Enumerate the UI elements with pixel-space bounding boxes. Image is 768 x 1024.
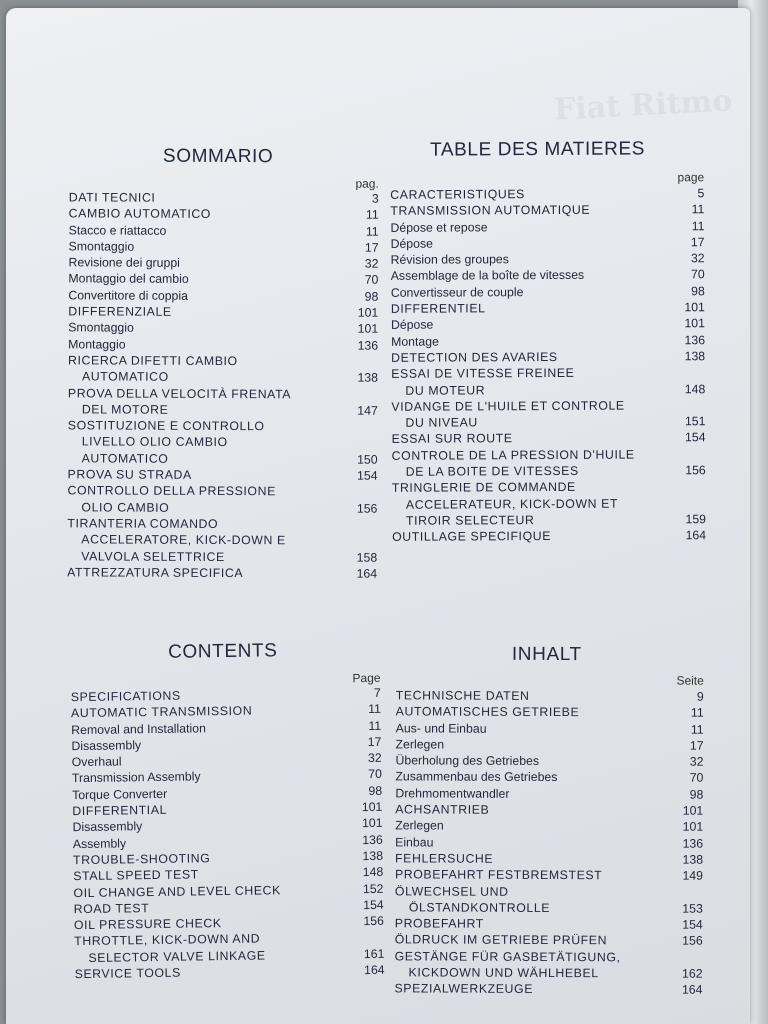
toc-list — [67, 189, 379, 581]
page-column-header: page — [677, 170, 705, 185]
toc-entry-page: 98 — [368, 783, 383, 798]
toc-entry — [395, 801, 703, 819]
toc-entry — [68, 450, 378, 468]
toc-entry-page: 156 — [363, 913, 385, 929]
toc-entry-page: 17 — [690, 235, 705, 250]
toc-entry — [68, 287, 378, 305]
toc-entry-label: VIDANGE DE L'HUILE ET CONTROLE — [391, 398, 625, 414]
toc-entry-page: 154 — [682, 917, 703, 932]
toc-entry — [392, 495, 706, 513]
toc-entry — [395, 964, 703, 982]
toc-entry — [395, 769, 703, 787]
toc-entry-label: PROBEFAHRT FESTBREMSTEST — [394, 867, 603, 883]
toc-entry-label: Zusammenbau des Getriebes — [395, 769, 558, 785]
toc-entry-page: 150 — [357, 452, 378, 467]
toc-entry-page: 70 — [364, 273, 379, 288]
toc-entry-label: Revisione dei gruppi — [68, 255, 180, 270]
toc-entry — [391, 413, 705, 431]
toc-entry-page: 156 — [685, 463, 706, 478]
toc-entry-label: Dépose — [390, 317, 434, 333]
toc-entry — [68, 320, 378, 338]
toc-entry-page: 17 — [689, 738, 704, 753]
toc-entry-label: Smontaggio — [68, 239, 135, 254]
toc-entry-page: 11 — [365, 207, 379, 222]
toc-entry-page: 3 — [371, 191, 379, 206]
toc-entry-label: ATTREZZATURA SPECIFICA — [67, 565, 244, 580]
toc-entry-label: RICERCA DIFETTI CAMBIO — [68, 353, 238, 369]
toc-entry-label: ROAD TEST — [73, 900, 150, 916]
toc-entry — [395, 932, 703, 950]
toc-entry-page: 98 — [691, 283, 705, 299]
page-column-header: Seite — [676, 673, 704, 688]
toc-entry — [391, 381, 705, 399]
toc-entry-page: 147 — [357, 403, 378, 418]
toc-entry — [392, 430, 706, 448]
toc-entry-label: LIVELLO OLIO CAMBIO — [81, 434, 228, 450]
section-table-des-matieres — [390, 138, 707, 545]
toc-entry-page: 138 — [684, 349, 706, 364]
toc-entry — [68, 303, 378, 321]
toc-entry-label: Disassembly — [72, 819, 143, 835]
toc-entry-page: 101 — [684, 300, 705, 315]
toc-entry-page: 70 — [689, 771, 704, 786]
toc-entry-label: OIL PRESSURE CHECK — [73, 916, 222, 933]
toc-entry-label: DIFFERENTIAL — [72, 802, 168, 819]
toc-entry-label: VALVOLA SELETTRICE — [81, 548, 225, 564]
toc-entry-label: ÖLSTANDKONTROLLE — [408, 900, 551, 915]
toc-entry — [395, 883, 703, 901]
toc-entry-page: 158 — [356, 550, 378, 565]
toc-entry-label: Einbau — [395, 834, 434, 850]
toc-entry-label: CARACTERISTIQUES — [390, 187, 525, 202]
toc-entry — [395, 818, 703, 836]
toc-entry — [391, 250, 705, 268]
toc-entry-page: 153 — [682, 901, 703, 916]
toc-entry-label: Stacco e riattacco — [68, 222, 167, 238]
toc-entry-label: PROBEFAHRT — [394, 916, 484, 931]
toc-entry-label: TIRANTERIA COMANDO — [67, 516, 219, 531]
toc-entry — [68, 434, 378, 452]
toc-entry-label: Smontaggio — [68, 320, 134, 335]
toc-entry-page: 98 — [364, 289, 379, 304]
toc-entry-page: 164 — [685, 528, 707, 543]
toc-entry — [392, 462, 706, 480]
toc-entry-label: ACCELERATEUR, KICK-DOWN ET — [405, 496, 619, 512]
toc-entry-label: SELECTOR VALVE LINKAGE — [88, 948, 266, 965]
toc-entry-label: TROUBLE-SHOOTING — [72, 851, 211, 868]
toc-entry-page: 32 — [367, 751, 382, 766]
toc-entry-label: GESTÄNGE FÜR GASBETÄTIGUNG, — [394, 949, 621, 965]
toc-entry-label: Disassembly — [71, 738, 142, 754]
toc-entry — [392, 479, 706, 497]
toc-entry-label: PROVA DELLA VELOCITÀ FRENATA — [67, 385, 292, 401]
section-title: CONTENTS — [168, 640, 278, 663]
toc-entry — [392, 446, 706, 464]
toc-entry — [391, 267, 705, 285]
toc-entry — [68, 466, 378, 484]
toc-entry-page: 11 — [691, 218, 705, 233]
toc-entry-label: Convertisseur de couple — [390, 284, 524, 300]
toc-entry-label: TIROIR SELECTEUR — [405, 513, 535, 528]
toc-entry-page: 11 — [690, 722, 704, 737]
toc-entry — [395, 915, 703, 933]
toc-entry-label: KICKDOWN UND WÄHLHEBEL — [408, 965, 599, 981]
toc-entry-page: 70 — [690, 267, 705, 282]
toc-entry — [391, 348, 705, 366]
toc-entry-page: 161 — [363, 946, 385, 961]
toc-entry-label: DATI TECNICI — [68, 190, 156, 205]
toc-entry-label: DIFFERENTIEL — [390, 301, 486, 316]
toc-entry-label: Montage — [391, 334, 439, 349]
toc-entry — [391, 397, 705, 415]
toc-entry-label: TECHNISCHE DATEN — [395, 688, 530, 703]
toc-entry-page: 136 — [684, 332, 706, 347]
toc-entry-label: Drehmomentwandler — [395, 786, 510, 801]
toc-entry — [396, 720, 704, 738]
toc-entry-page: 5 — [697, 186, 705, 201]
toc-entry-label: ÖLDRUCK IM GETRIEBE PRÜFEN — [394, 932, 608, 948]
toc-entry — [68, 336, 378, 354]
toc-list — [390, 185, 706, 545]
toc-entry — [395, 785, 703, 803]
toc-entry-page: 154 — [684, 430, 706, 445]
toc-entry-label: STALL SPEED TEST — [73, 867, 199, 884]
toc-entry-page: 164 — [356, 566, 378, 581]
toc-entry-label: Removal and Installation — [71, 720, 206, 737]
toc-entry-label: Aus- und Einbau — [395, 720, 487, 736]
toc-entry — [391, 316, 705, 334]
toc-entry-label: Zerlegen — [395, 818, 444, 833]
toc-entry-page: 101 — [357, 305, 379, 320]
toc-entry-page: 70 — [368, 767, 382, 782]
toc-entry — [75, 962, 385, 983]
toc-entry — [395, 899, 703, 917]
toc-entry-label: CONTROLE DE LA PRESSION D'HUILE — [391, 447, 635, 463]
toc-entry — [396, 736, 704, 754]
toc-entry — [390, 218, 704, 236]
toc-entry — [67, 548, 377, 566]
toc-entry-page: 17 — [367, 734, 382, 749]
toc-entry-page: 101 — [682, 803, 704, 818]
toc-entry — [69, 222, 379, 240]
toc-entry-label: Montaggio del cambio — [68, 271, 189, 287]
toc-entry-page: 138 — [682, 852, 704, 867]
toc-entry-page: 32 — [689, 754, 704, 769]
toc-entry-label: AUTOMATISCHES GETRIEBE — [395, 704, 580, 720]
toc-entry-page: 154 — [357, 468, 378, 483]
toc-entry-page: 9 — [696, 689, 704, 704]
toc-entry-page: 11 — [368, 718, 382, 733]
toc-entry-label: Overhaul — [71, 754, 122, 770]
toc-entry-label: Révision des groupes — [390, 252, 509, 268]
toc-entry-label: TRINGLERIE DE COMMANDE — [391, 480, 576, 496]
toc-entry-label: ACCELERATORE, KICK-DOWN E — [81, 532, 286, 548]
toc-entry — [68, 385, 378, 403]
show-through-heading: Fiat Ritmo — [553, 83, 734, 128]
toc-entry-page: 136 — [682, 836, 704, 851]
toc-entry-page: 162 — [682, 966, 703, 981]
toc-entry-label: Zerlegen — [395, 737, 445, 752]
toc-entry-page: 154 — [363, 897, 384, 912]
toc-entry — [391, 234, 705, 252]
toc-entry-label: DU NIVEAU — [405, 415, 478, 430]
toc-entry — [68, 401, 378, 419]
toc-entry-page: 98 — [689, 787, 704, 802]
section-inhalt — [394, 643, 704, 998]
toc-entry-page: 32 — [690, 251, 705, 266]
toc-list — [394, 687, 703, 998]
document-page — [6, 8, 750, 1024]
toc-entry-page: 164 — [681, 982, 703, 998]
toc-entry — [69, 206, 379, 224]
toc-entry — [391, 332, 705, 350]
toc-entry-page: 164 — [363, 962, 385, 978]
toc-entry-page: 101 — [361, 816, 383, 831]
toc-entry-label: DU MOTEUR — [405, 382, 486, 398]
toc-entry — [396, 687, 704, 705]
toc-entry-label: Torque Converter — [72, 786, 168, 802]
toc-entry — [395, 867, 703, 885]
toc-entry — [392, 527, 706, 545]
toc-entry-label: CONTROLLO DELLA PRESSIONE — [67, 483, 276, 499]
toc-entry — [394, 981, 702, 999]
toc-entry-page: 148 — [684, 381, 706, 396]
toc-entry-label: ESSAI SUR ROUTE — [391, 431, 513, 447]
toc-entry-page: 11 — [368, 702, 382, 717]
toc-entry — [395, 834, 703, 852]
toc-entry — [390, 185, 704, 203]
toc-entry — [68, 417, 378, 435]
toc-entry-label: DIFFERENZIALE — [68, 304, 172, 319]
toc-entry-page: 138 — [357, 370, 379, 385]
section-contents — [70, 639, 385, 982]
toc-entry-label: ACHSANTRIEB — [395, 802, 490, 817]
section-title: TABLE DES MATIERES — [430, 138, 646, 161]
toc-entry-label: DEL MOTORE — [81, 402, 169, 417]
toc-entry-page: 156 — [356, 501, 378, 516]
toc-entry-page: 156 — [682, 934, 703, 949]
toc-entry-label: SPECIFICATIONS — [70, 688, 181, 705]
toc-entry-label: Überholung des Getriebes — [395, 753, 540, 769]
toc-entry — [390, 201, 704, 219]
toc-list — [71, 685, 385, 983]
toc-entry-label: SPEZIALWERKZEUGE — [394, 981, 534, 997]
toc-entry — [68, 352, 378, 370]
toc-entry-page: 101 — [682, 819, 704, 835]
toc-entry — [69, 238, 379, 256]
toc-entry-label: ESSAI DE VITESSE FREINEE — [391, 366, 575, 382]
toc-entry-label: TRANSMISSION AUTOMATIQUE — [390, 203, 591, 219]
section-sommario — [67, 145, 379, 581]
toc-entry-label: PROVA SU STRADA — [67, 467, 192, 482]
toc-entry — [67, 515, 377, 533]
toc-entry-page: 17 — [364, 240, 379, 255]
toc-entry-label: Convertitore di coppia — [68, 288, 189, 303]
toc-entry-label: ÖLWECHSEL UND — [394, 883, 509, 899]
toc-entry-label: Transmission Assembly — [71, 769, 201, 786]
toc-entry-page: 32 — [364, 256, 379, 271]
toc-entry-label: SOSTITUZIONE E CONTROLLO — [67, 418, 265, 434]
toc-entry-label: Assembly — [72, 836, 127, 851]
toc-entry — [392, 511, 706, 529]
toc-entry-page: 152 — [362, 881, 384, 896]
toc-entry-label: DETECTION DES AVARIES — [391, 349, 558, 365]
toc-entry-label: OIL CHANGE AND LEVEL CHECK — [73, 882, 281, 900]
toc-entry-page: 136 — [357, 338, 379, 353]
page-column-header: pag. — [355, 176, 379, 191]
toc-entry-label: OLIO CAMBIO — [81, 500, 170, 515]
toc-entry — [67, 483, 377, 501]
toc-entry-page: 151 — [684, 414, 706, 429]
toc-entry-page: 148 — [362, 865, 384, 880]
toc-entry — [68, 271, 378, 289]
toc-entry-label: THROTTLE, KICK-DOWN AND — [74, 931, 261, 949]
toc-entry — [68, 255, 378, 273]
toc-entry-label: AUTOMATICO — [81, 451, 169, 466]
toc-entry-page: 136 — [362, 832, 383, 847]
toc-entry-label: SERVICE TOOLS — [74, 965, 181, 982]
toc-entry-page: 159 — [685, 512, 707, 527]
toc-entry-label: Montaggio — [68, 336, 126, 352]
toc-entry-page: 7 — [373, 685, 381, 700]
toc-entry-label: FEHLERSUCHE — [395, 851, 494, 866]
toc-entry — [395, 948, 703, 966]
toc-entry — [391, 283, 705, 301]
page-column-header: Page — [352, 670, 381, 686]
toc-entry-page: 101 — [357, 321, 379, 337]
toc-entry — [67, 499, 377, 517]
toc-entry-label: AUTOMATIC TRANSMISSION — [70, 703, 253, 721]
toc-entry — [391, 364, 705, 382]
toc-entry — [391, 299, 705, 317]
toc-entry-label: Assemblage de la boîte de vitesses — [390, 268, 585, 284]
toc-entry-page: 11 — [690, 705, 704, 720]
toc-entry — [67, 532, 377, 550]
toc-entry — [69, 189, 379, 207]
toc-entry-label: Dépose et repose — [390, 219, 488, 235]
toc-entry-label: Dépose — [390, 236, 433, 251]
toc-entry-page: 11 — [365, 224, 379, 239]
toc-entry — [396, 704, 704, 722]
toc-entry-page: 101 — [361, 799, 383, 815]
toc-entry — [395, 753, 703, 771]
toc-entry-label: OUTILLAGE SPECIFIQUE — [392, 529, 552, 545]
toc-entry-label: DE LA BOITE DE VITESSES — [405, 463, 579, 479]
toc-entry-page: 101 — [684, 316, 706, 331]
toc-entry — [67, 564, 377, 582]
toc-entry-label: AUTOMATICO — [81, 369, 169, 385]
section-title: INHALT — [511, 643, 582, 666]
toc-entry-page: 138 — [362, 848, 384, 864]
toc-entry-page: 11 — [691, 202, 705, 217]
toc-entry-page: 149 — [682, 868, 704, 883]
toc-entry — [68, 369, 378, 387]
toc-entry-label: CAMBIO AUTOMATICO — [68, 206, 212, 222]
section-title: SOMMARIO — [162, 145, 274, 168]
toc-entry — [395, 850, 703, 868]
